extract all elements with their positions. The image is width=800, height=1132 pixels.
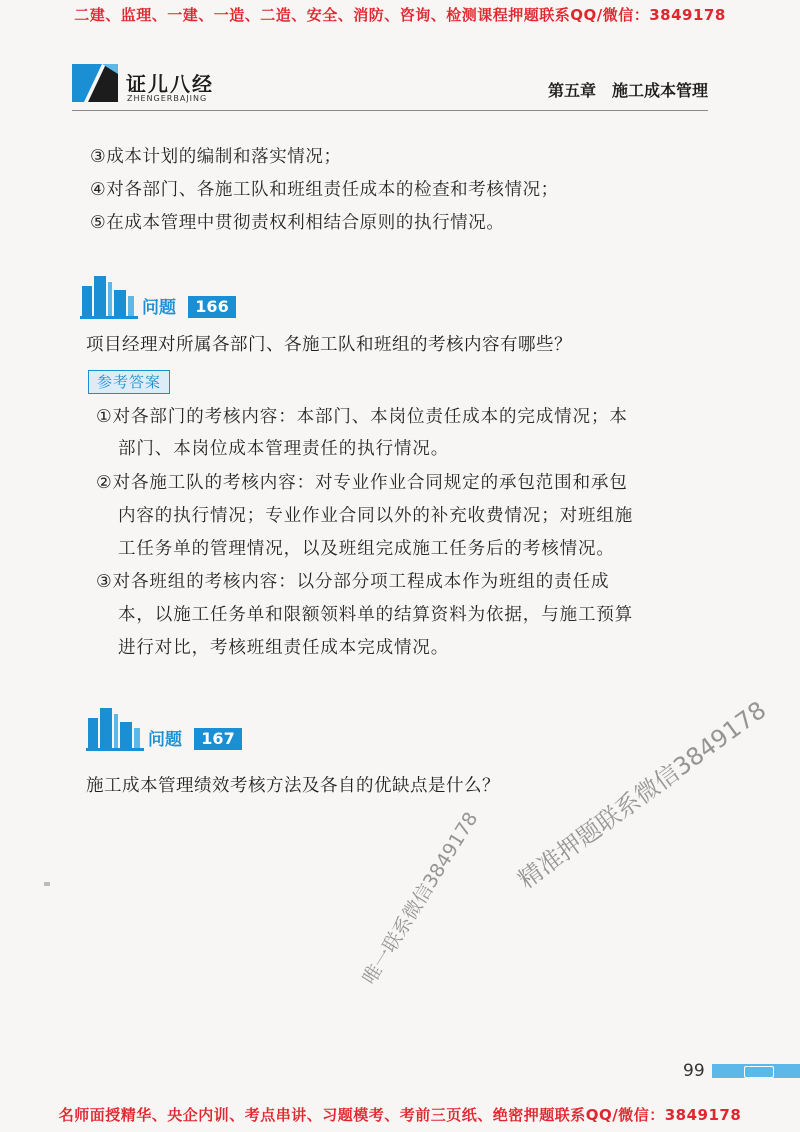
question-number: 166 <box>188 296 236 318</box>
watermark-small: 唯一联系微信3849178 <box>358 808 483 989</box>
building-icon <box>80 272 140 324</box>
answer-line: 内容的执行情况；专业作业合同以外的补充收费情况；对班组施 <box>118 506 634 526</box>
answer-line: 工任务单的管理情况，以及班组完成施工任务后的考核情况。 <box>118 539 615 559</box>
question-label: 问题 <box>148 730 182 750</box>
page-number: 99 <box>683 1061 705 1081</box>
watermark-large: 精准押题联系微信3849178 <box>512 695 772 895</box>
question-label: 问题 <box>142 298 176 318</box>
answer-line: 进行对比，考核班组责任成本完成情况。 <box>118 638 450 658</box>
question-number: 167 <box>194 728 242 750</box>
chapter-title: 第五章 施工成本管理 <box>547 81 708 100</box>
answer-line: 部门、本岗位成本管理责任的执行情况。 <box>118 439 450 459</box>
top-contact-banner: 二建、监理、一建、一造、二造、安全、消防、咨询、检测课程押题联系QQ/微信：3849178 <box>74 6 726 24</box>
answer-line: ②对各施工队的考核内容：对专业作业合同规定的承包范围和承包 <box>96 473 628 493</box>
reference-answer-tag: 参考答案 <box>88 370 170 394</box>
question-166-text: 项目经理对所属各部门、各施工队和班组的考核内容有哪些？ <box>86 335 572 355</box>
page-tab-emblem <box>744 1066 774 1078</box>
question-166-badge <box>80 272 240 324</box>
logo-icon <box>72 62 118 106</box>
building-icon <box>86 704 146 756</box>
logo-text: 证儿八经 <box>126 72 214 96</box>
answer-line: ③对各班组的考核内容：以分部分项工程成本作为班组的责任成 <box>96 572 610 592</box>
intro-item: ⑤在成本管理中贯彻责权利相结合原则的执行情况。 <box>90 213 505 233</box>
logo-subtitle: ZHENGERBAJING <box>127 94 208 103</box>
intro-item: ③成本计划的编制和落实情况； <box>90 147 342 167</box>
question-167-badge <box>86 704 246 756</box>
question-167-text: 施工成本管理绩效考核方法及各自的优缺点是什么？ <box>86 776 500 796</box>
scan-mark <box>44 882 50 886</box>
header-divider <box>72 110 708 111</box>
answer-line: 本，以施工任务单和限额领料单的结算资料为依据，与施工预算 <box>118 605 634 625</box>
answer-line: ①对各部门的考核内容：本部门、本岗位责任成本的完成情况；本 <box>96 407 628 427</box>
page-header <box>72 62 708 112</box>
bottom-contact-banner: 名师面授精华、央企内训、考点串讲、习题模考、考前三页纸、绝密押题联系QQ/微信：3849178 <box>58 1106 742 1124</box>
intro-item: ④对各部门、各施工队和班组责任成本的检查和考核情况； <box>90 180 559 200</box>
